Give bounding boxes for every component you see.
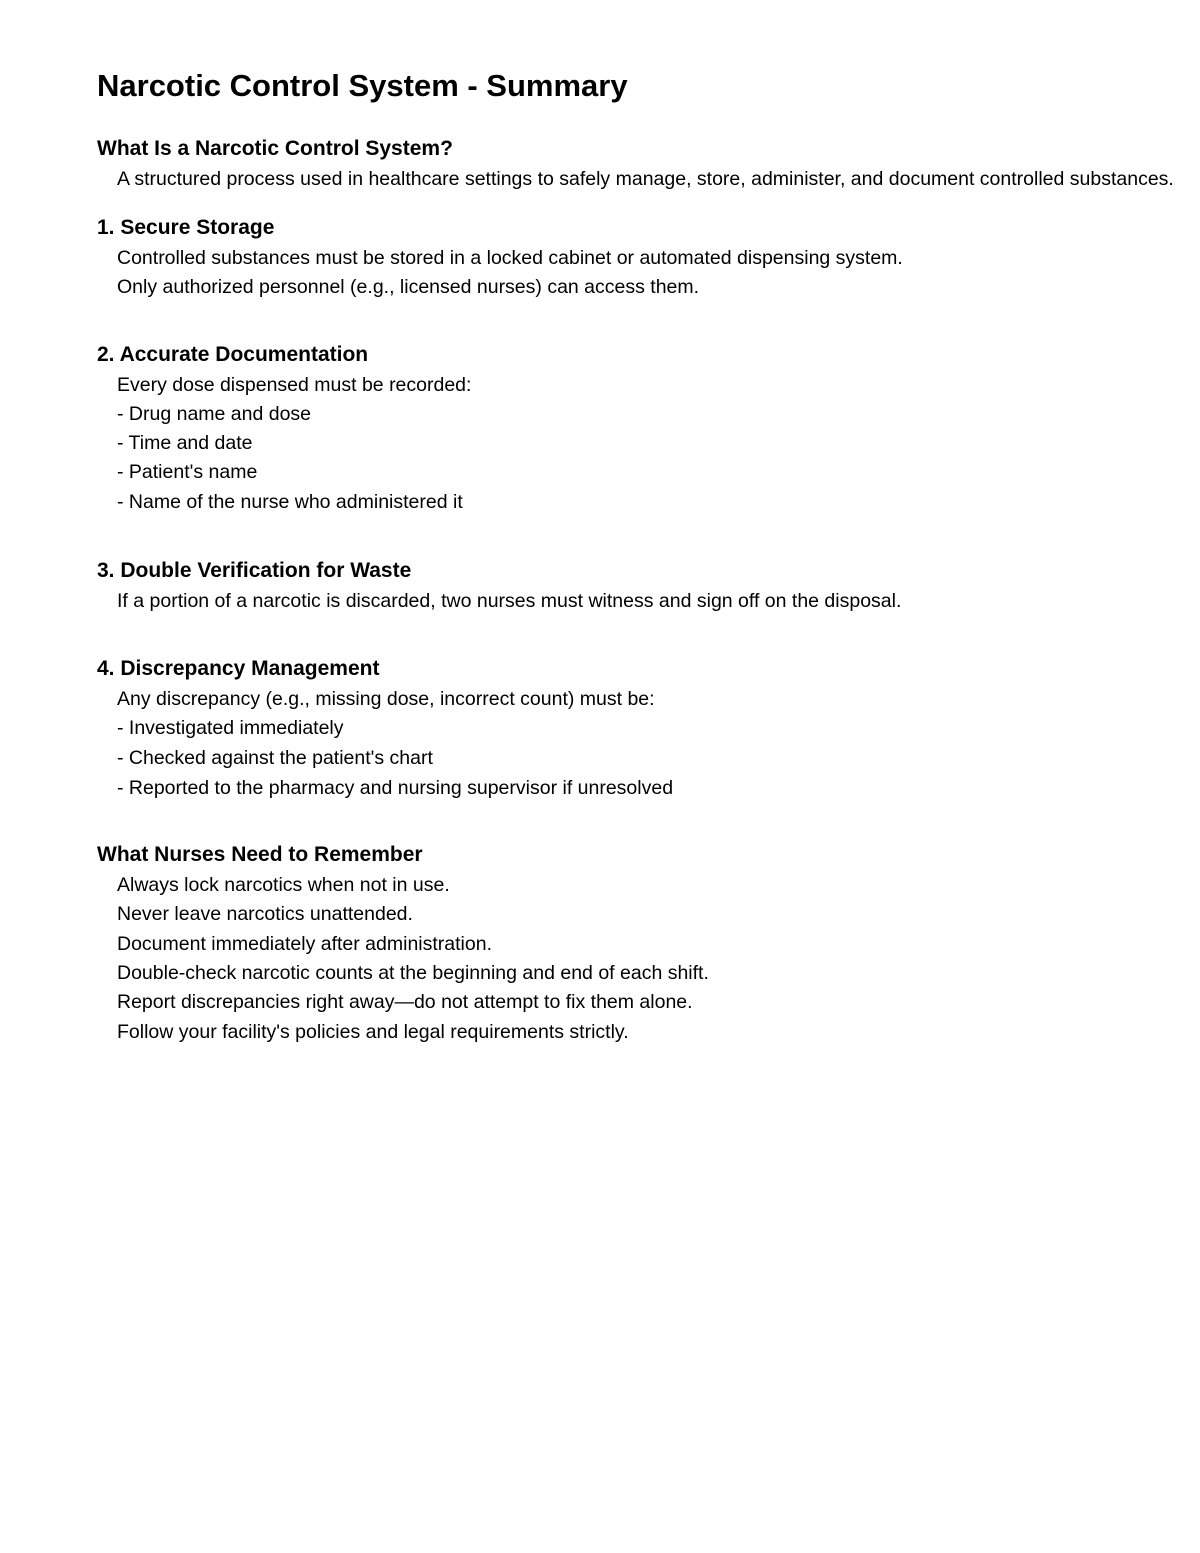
list-item: - Checked against the patient's chart [117,747,433,769]
section-line: Any discrepancy (e.g., missing dose, incorrect count) must be: [117,688,655,710]
section-heading-accurate-documentation: 2. Accurate Documentation [97,343,369,366]
list-item: - Reported to the pharmacy and nursing supervisor if unresolved [117,777,674,799]
remember-line: Never leave narcotics unattended. [117,903,413,925]
section-line: Only authorized personnel (e.g., licensed nurses) can access them. [117,276,700,298]
list-item: - Time and date [117,432,253,454]
section-heading-discrepancy-management: 4. Discrepancy Management [97,657,380,680]
list-item: - Drug name and dose [117,403,312,425]
intro-text: A structured process used in healthcare settings to safely manage, store, administer, and document controlled substances. [117,168,1174,190]
list-item: - Investigated immediately [117,717,344,739]
remember-line: Always lock narcotics when not in use. [117,874,450,896]
section-line: If a portion of a narcotic is discarded, two nurses must witness and sign off on the disposal. [117,590,902,612]
section-heading-double-verification: 3. Double Verification for Waste [97,559,412,582]
remember-line: Double-check narcotic counts at the beginning and end of each shift. [117,962,709,984]
section-line: Every dose dispensed must be recorded: [117,374,472,396]
intro-heading: What Is a Narcotic Control System? [97,137,453,160]
remember-line: Follow your facility's policies and legal requirements strictly. [117,1021,629,1043]
remember-line: Document immediately after administration. [117,933,492,955]
page-title: Narcotic Control System - Summary [97,68,628,103]
remember-line: Report discrepancies right away—do not attempt to fix them alone. [117,991,693,1013]
list-item: - Patient's name [117,461,258,483]
section-line: Controlled substances must be stored in a locked cabinet or automated dispensing system. [117,247,903,269]
remember-heading: What Nurses Need to Remember [97,843,423,866]
section-heading-secure-storage: 1. Secure Storage [97,216,275,239]
list-item: - Name of the nurse who administered it [117,491,463,513]
